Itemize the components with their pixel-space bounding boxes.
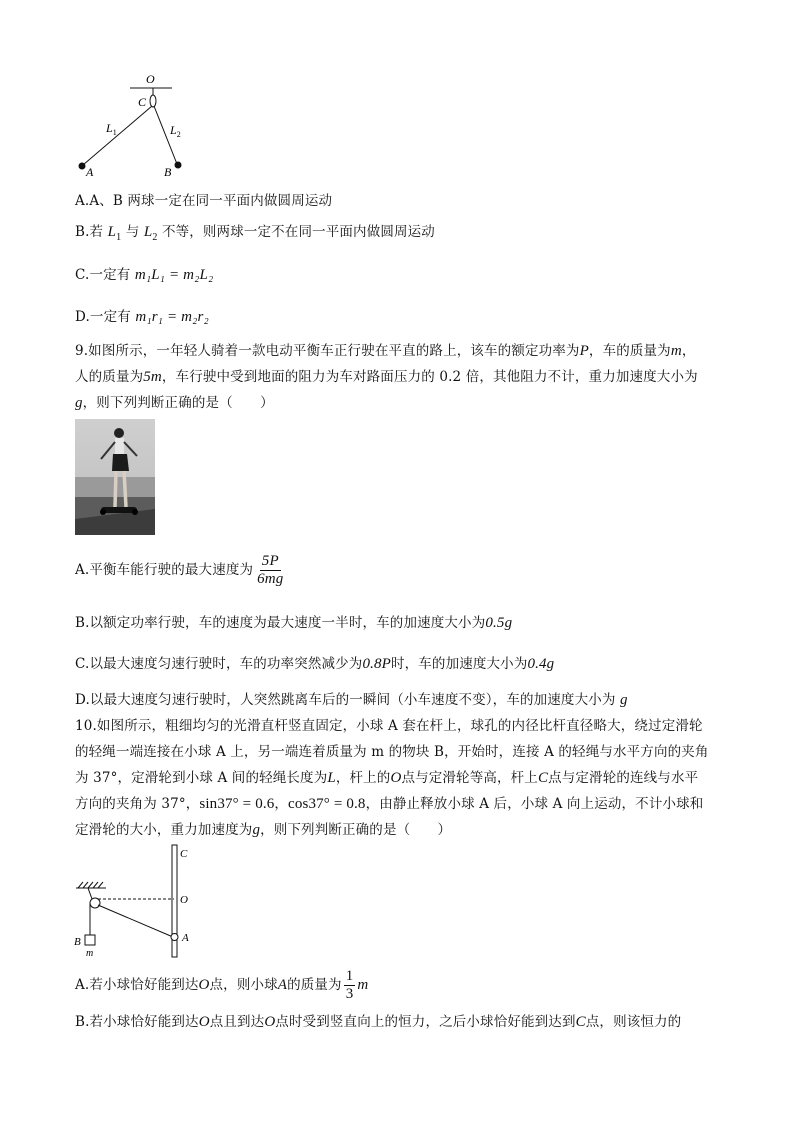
q10-option-b-text-d: 点，则该恒力的 [585, 1014, 682, 1030]
q10-line3-text: 为 37°，定滑轮到小球 A 间的轻绳长度为 [75, 770, 328, 786]
q10-comma: ， [274, 796, 289, 812]
label-C: C [138, 95, 147, 109]
rope-to-A [98, 905, 173, 937]
q10-option-a-numerator: 1 [345, 968, 354, 984]
q10-option-a [75, 966, 368, 1004]
q9-line1-text-b: ，车的质量为 [588, 343, 671, 359]
q10-line3-text-b: ，杆上的 [335, 770, 391, 786]
label-B: B [164, 165, 172, 179]
q10-option-b-O: O [198, 1014, 210, 1030]
q10-g: g [252, 822, 261, 838]
q9-option-a-fraction [255, 553, 285, 588]
q9-option-a-numerator: 5P [261, 553, 279, 569]
q10-option-a-denominator: 3 [345, 986, 354, 1002]
q10-option-a-text: A.若小球恰好能到达 [75, 977, 199, 993]
q9-option-c [75, 654, 554, 674]
label-O: O [180, 894, 188, 906]
q10-line4-text-b: ，由静止释放小球 A 后，小球 A 向上运动，不计小球和 [365, 796, 704, 812]
q10-line5-text-b: ，则下列判断正确的是（ ） [260, 822, 452, 838]
q10-option-a-text-b: 点，则小球 [209, 977, 278, 993]
pulley-support [88, 888, 92, 899]
q10-stem-line2: 的轻绳一端连接在小球 A 上，另一端连着质量为 m 的物块 B，开始时，连接 A 的轻绳与水平方向的夹角 [75, 744, 709, 760]
q8-option-b-mid: 与 [125, 224, 140, 240]
q10-C: C [537, 770, 549, 786]
q8-option-c [75, 265, 213, 285]
q10-option-a-fraction [344, 968, 356, 1003]
q9-option-b [75, 613, 512, 633]
q9-5m: 5m [143, 369, 162, 385]
q10-option-b-O2: O [264, 1014, 276, 1030]
q9-stem-line1 [75, 341, 695, 361]
pulley-rod-figure [70, 843, 200, 961]
q10-line3-text-d: 点与定滑轮的连线与水平 [548, 770, 699, 786]
wall-hatch [78, 882, 103, 888]
q10-cos: cos37° = 0.8 [288, 796, 366, 812]
q8-option-d-pre: D.一定有 [75, 309, 131, 325]
q9-line1-text: 9.如图所示，一年轻人骑着一款电动平衡车正行驶在平直的路上，该车的额定功率为 [75, 343, 580, 359]
q9-comma: ， [681, 343, 696, 359]
q9-stem-line2 [75, 367, 698, 387]
q8-L2: $L_2$ [143, 224, 158, 243]
q9-option-c-value-b: 0.4g [527, 656, 555, 672]
label-A: A [86, 165, 94, 179]
q9-stem-line3 [75, 393, 274, 413]
q9-option-c-text: C.以最大速度匀速行驶时，车的功率突然减少为 [75, 656, 363, 672]
q8-option-b-pre: B.若 [75, 224, 104, 240]
q10-option-a-O: O [198, 977, 210, 993]
q10-stem-line5 [75, 820, 451, 840]
q8-option-c-eq: m₁L₁ = m₂L₂ [134, 267, 214, 283]
q10-option-b-C: C [575, 1014, 586, 1030]
q9-g: g [75, 395, 83, 411]
q10-stem-line3 [75, 768, 698, 788]
q9-line2-text-b: ，车行驶中受到地面的阻力为车对路面压力的 0.2 倍，其他阻力不计，重力加速度大小为 [161, 369, 698, 385]
q9-option-b-value: 0.5g [485, 615, 513, 631]
q10-stem-line1: 10.如图所示，粗细均匀的光滑直杆竖直固定，小球 A 套在杆上，球孔的内径比杆直径略大，绕过定滑轮 [75, 718, 703, 734]
q10-O: O [390, 770, 402, 786]
q9-option-a [75, 551, 287, 589]
q10-option-a-m: m [357, 977, 369, 993]
ring-A [171, 934, 178, 941]
balance-scooter-photo [75, 419, 155, 535]
q9-option-d-g: g [620, 692, 628, 708]
q9-line2-text: 人的质量为 [75, 369, 144, 385]
label-C: C [180, 848, 188, 860]
label-A: A [182, 932, 189, 944]
q9-option-d-text: D.以最大速度匀速行驶时，人突然跳离车后的一瞬间（小车速度不变），车的加速度大小为 [75, 692, 616, 708]
block-B [85, 935, 95, 945]
q10-stem-line4 [75, 794, 703, 814]
q8-option-a: A.A、B 两球一定在同一平面内做圆周运动 [75, 193, 333, 209]
q9-option-b-text: B.以额定功率行驶，车的速度为最大速度一半时，车的加速度大小为 [75, 615, 486, 631]
q9-line3-text: ，则下列判断正确的是（ ） [82, 395, 274, 411]
q8-option-d-eq: m₁r₁ = m₂r₂ [135, 309, 209, 325]
pendulum-figure [72, 68, 192, 180]
q9-option-c-value: 0.8P [362, 656, 391, 672]
string-L1 [83, 106, 152, 165]
ball-B [175, 162, 182, 169]
q10-option-b [75, 1012, 681, 1032]
q8-option-c-pre: C.一定有 [75, 267, 131, 283]
q10-line3-text-c: 点与定滑轮等高，杆上 [401, 770, 538, 786]
q8-option-b-post: 不等，则两球一定不在同一平面内做圆周运动 [161, 224, 435, 240]
label-L2: $L_2$ [170, 123, 181, 139]
q9-option-a-text: A.平衡车能行驶的最大速度为 [75, 562, 254, 578]
ball-A [79, 163, 86, 170]
q8-option-d [75, 307, 209, 327]
q10-sin: sin37° = 0.6 [199, 796, 275, 812]
q10-option-b-text: B.若小球恰好能到达 [75, 1014, 199, 1030]
q8-option-b [75, 222, 435, 248]
q9-option-a-denominator: 6mg [257, 571, 284, 587]
q9-option-c-text-b: 时，车的加速度大小为 [390, 656, 528, 672]
q10-option-a-A: A [277, 977, 288, 993]
q10-line4-text: 方向的夹角为 37°， [75, 796, 200, 812]
q8-L1: $L_1$ [107, 224, 122, 243]
label-m: m [86, 948, 94, 959]
ring-C [150, 95, 156, 107]
label-B: B [74, 936, 81, 948]
q10-option-b-text-c: 点时受到竖直向上的恒力，之后小球恰好能到达到 [275, 1014, 576, 1030]
label-L1: $L_1$ [106, 121, 117, 137]
q10-option-a-text-c: 的质量为 [287, 977, 342, 993]
q10-L: L [327, 770, 336, 786]
q9-P: P [579, 343, 589, 359]
label-O: O [146, 72, 155, 86]
q10-line5-text: 定滑轮的大小，重力加速度为 [75, 822, 253, 838]
q9-m: m [670, 343, 682, 359]
q9-option-d [75, 690, 628, 710]
q10-option-b-text-b: 点且到达 [209, 1014, 265, 1030]
